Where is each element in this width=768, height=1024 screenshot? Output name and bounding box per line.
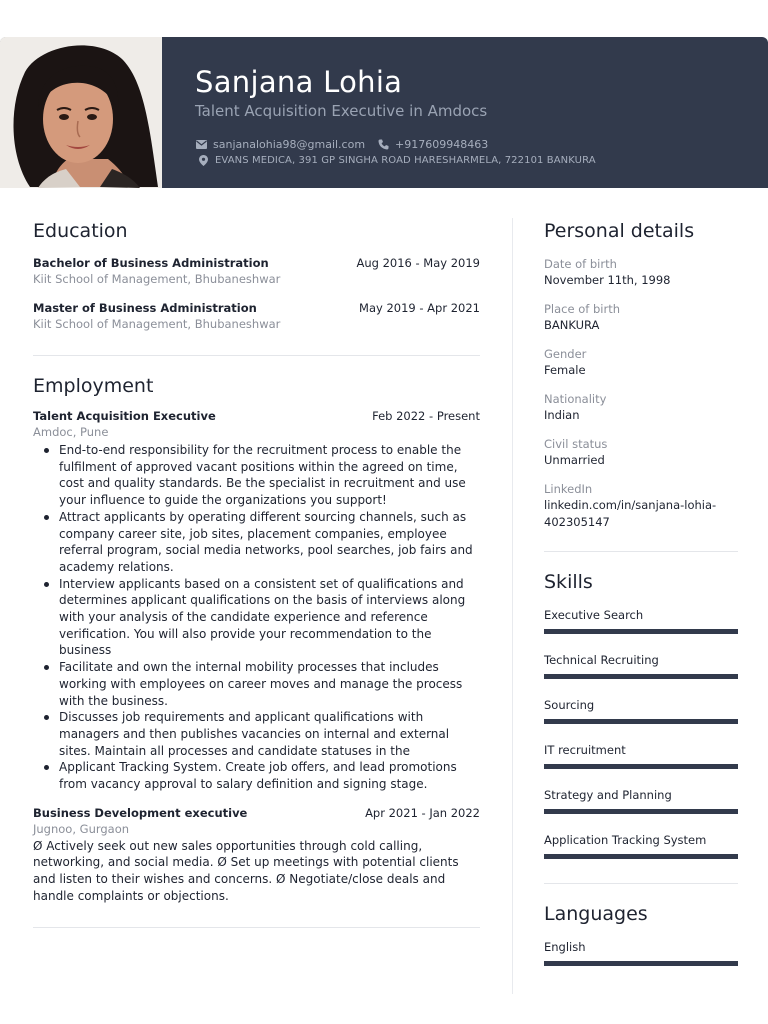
portrait-image (0, 37, 162, 188)
list-item: Attract applicants by operating different sourcing channels, such as company career site, job sites, placement companies, employee referral program, social media networks, pool searches, job fairs and academy relations. (33, 509, 480, 576)
detail-label: Civil status (544, 437, 608, 451)
detail-label: LinkedIn (544, 482, 593, 496)
skill-name: Technical Recruiting (544, 653, 659, 667)
job-responsibilities (33, 442, 480, 793)
skill-level-bar (544, 809, 738, 814)
contact-line (195, 138, 488, 151)
list-item: End-to-end responsibility for the recruitment process to enable the fulfilment of approved vacant positions within the agreed on time, cost and quality standards. Be the specialist in recruitment and use your influence to guide the organizations you support! (33, 442, 480, 509)
resume-header (0, 37, 768, 188)
skill-item (544, 742, 738, 769)
section-divider (544, 551, 738, 552)
list-item: Applicant Tracking System. Create job offers, and lead promotions from vacancy approval to salary definition and signing stage. (33, 759, 480, 792)
skill-name: Executive Search (544, 608, 644, 622)
detail-value: Indian (544, 408, 580, 422)
linkedin-link[interactable]: linkedin.com/in/sanjana-lohia-402305147 (544, 498, 717, 529)
language-name: English (544, 940, 586, 954)
skill-item (544, 607, 738, 634)
job-dates: Feb 2022 - Present (372, 409, 480, 423)
skill-level-bar (544, 854, 738, 859)
personal-detail (544, 346, 738, 379)
detail-label: Date of birth (544, 257, 617, 271)
skill-item (544, 652, 738, 679)
job-company: Jugnoo, Gurgaon (33, 821, 130, 836)
detail-value: November 11th, 1998 (544, 273, 671, 287)
personal-detail (544, 256, 738, 289)
school-name: Kiit School of Management, Bhubaneshwar (33, 272, 281, 286)
detail-value: BANKURA (544, 318, 600, 332)
languages-heading: Languages (544, 903, 648, 925)
personal-detail (544, 481, 738, 531)
language-item (544, 939, 738, 966)
skill-level-bar (544, 629, 738, 634)
job-role: Talent Acquisition Executive (33, 409, 216, 423)
job-description: Ø Actively seek out new sales opportunities through cold calling, networking, and social media. Ø Set up meetings with potential clients and listen to their wishes and concerns. Ø Negotiate/close deals and handle complaints or objections. (33, 838, 459, 903)
personal-details-heading: Personal details (544, 220, 695, 242)
email-link[interactable]: sanjanalohia98@gmail.com (213, 138, 366, 151)
address-text: EVANS MEDICA, 391 GP SINGHA ROAD HARESHARMELA, 722101 BANKURA (215, 154, 596, 166)
phone-number[interactable]: +917609948463 (395, 138, 489, 151)
skill-name: IT recruitment (544, 743, 626, 757)
degree-title: Master of Business Administration (33, 301, 257, 315)
skills-heading: Skills (544, 571, 593, 593)
degree-title: Bachelor of Business Administration (33, 256, 269, 270)
detail-label: Gender (544, 347, 587, 361)
skill-name: Sourcing (544, 698, 595, 712)
list-item: Interview applicants based on a consistent set of qualifications and determines applicant qualifications on the basis of interviews along with your analysis of the candidate experience and reference verification. You will also provide your recommendation to the business (33, 576, 480, 660)
education-entry (33, 255, 480, 288)
job-company: Amdoc, Pune (33, 425, 109, 439)
candidate-title: Talent Acquisition Executive in Amdocs (195, 102, 488, 120)
job-role: Business Development executive (33, 805, 248, 820)
main-column (33, 220, 480, 928)
section-divider (33, 355, 480, 356)
personal-detail (544, 391, 738, 424)
phone-icon (377, 139, 390, 151)
degree-dates: May 2019 - Apr 2021 (359, 301, 480, 315)
detail-label: Nationality (544, 392, 607, 406)
profile-photo (0, 37, 162, 188)
skill-item (544, 832, 738, 859)
column-divider (512, 218, 513, 994)
degree-dates: Aug 2016 - May 2019 (356, 256, 480, 270)
detail-label: Place of birth (544, 302, 620, 316)
skill-item (544, 697, 738, 724)
skill-name: Strategy and Planning (544, 788, 672, 802)
address-line (197, 154, 596, 166)
employment-heading: Employment (33, 375, 154, 397)
detail-value: Female (544, 363, 586, 377)
candidate-name: Sanjana Lohia (195, 65, 403, 99)
skill-level-bar (544, 719, 738, 724)
personal-detail (544, 301, 738, 334)
skill-level-bar (544, 674, 738, 679)
skill-level-bar (544, 764, 738, 769)
list-item: Discusses job requirements and applicant qualifications with managers and then publishes vacancies on internal and external sites. Maintain all processes and candidate statuses in the (33, 709, 480, 759)
school-name: Kiit School of Management, Bhubaneshwar (33, 317, 281, 331)
email-icon (195, 139, 208, 151)
skill-name: Application Tracking System (544, 833, 707, 847)
section-divider (33, 927, 480, 928)
personal-detail (544, 436, 738, 469)
education-entry (33, 300, 480, 333)
skill-item (544, 787, 738, 814)
employment-entry (33, 408, 480, 793)
section-divider (544, 883, 738, 884)
education-heading: Education (33, 220, 128, 242)
job-dates: Apr 2021 - Jan 2022 (365, 805, 480, 820)
language-level-bar (544, 961, 738, 966)
location-pin-icon (197, 154, 210, 166)
list-item: Facilitate and own the internal mobility processes that includes working with employees on career moves and manage the process with the business. (33, 659, 480, 709)
detail-value: Unmarried (544, 453, 605, 467)
sidebar-column (544, 220, 738, 966)
employment-entry (33, 805, 480, 905)
